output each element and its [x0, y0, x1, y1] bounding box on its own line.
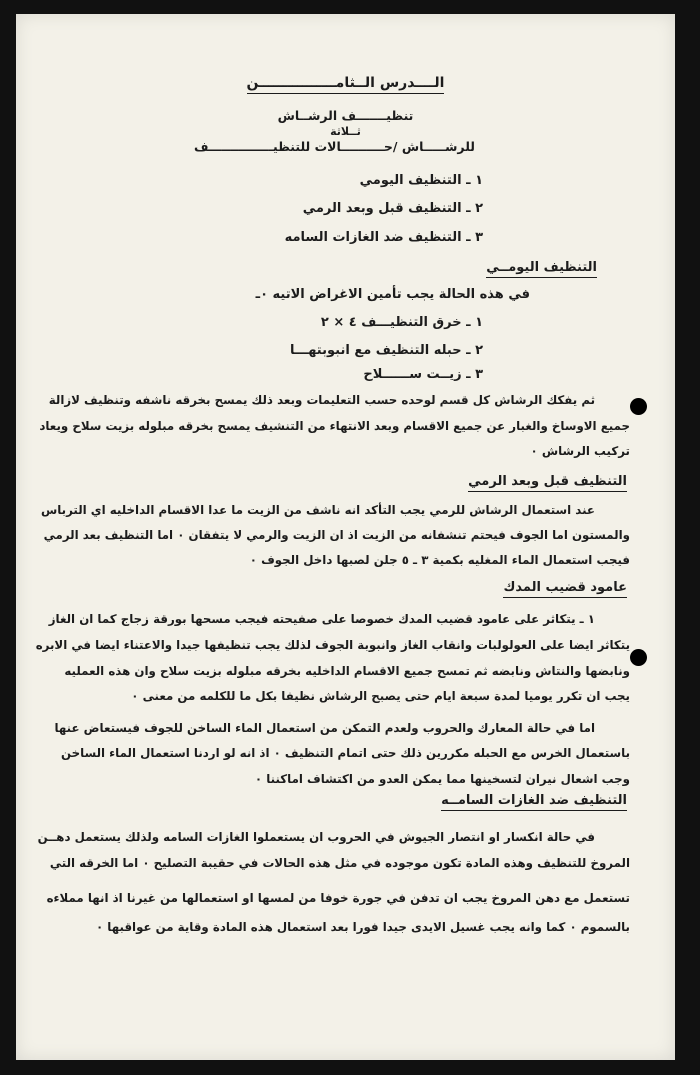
gas-paragraph-line-3: تستعمل مع دهن المروخ يجب ان تدفن في جورة خوفا من لمسها او استعمالها من غيرنا اذ انها مملاءه — [46, 891, 630, 905]
gas-paragraph-line-1: في حالة انكسار او انتصار الجيوش في الحروب ان يستعملوا الغازات السامه ولذلك يستعمل دهــن — [37, 830, 595, 844]
heading-line-1: ثــلاثة — [330, 125, 361, 138]
page-title: الــــدرس الــثامــــــــــــــــن — [247, 74, 445, 94]
daily-item-3: ٣ ـ زيــت ســــــلاح — [363, 367, 483, 382]
rod-paragraph1-line-2: يتكاثر ايضا على العولولبات وانقاب الغاز وانبوبة الجوف لذلك يجب تنظيفها جيدا والاعتناء ايضا في الابره — [35, 638, 630, 652]
rod-paragraph2-line-1: اما في حالة المعارك والحروب ولعدم التمكن من استعمال الماء الساخن للجوف فيستعاض عنها — [54, 721, 595, 735]
rod-paragraph1-line-4: يجب ان تكرر يوميا لمدة سبعة ايام حتى يصبح الرشاش نظيفا بكل ما للكلمه من معنى ٠ — [131, 689, 630, 703]
rod-paragraph2-line-2: باستعمال الخرس مع الحبله مكررين ذلك حتى اتمام التنظيف ٠ اذ انه لو اردنا استعمال الماء الساخن — [61, 746, 630, 760]
section-heading-gas: التنظيف ضد الغازات السامــه — [441, 792, 627, 810]
firing-paragraph-line-3: فيجب استعمال الماء المغليه بكمية ٣ ـ ٥ جلن لصبها داخل الجوف ٠ — [249, 553, 630, 567]
daily-item-2: ٢ ـ حبله التنظيف مع انبوبتهـــا — [290, 343, 483, 358]
document-body — [16, 14, 675, 1060]
section-heading-daily: التنظيف اليومــي — [486, 259, 597, 277]
firing-paragraph-line-1: عند استعمال الرشاش للرمي يجب التأكد انه ناشف من الزيت ما عدا الاقسام الداخليه اي الترباس — [40, 503, 595, 517]
section-heading-rod: عامود قضيب المدك — [503, 579, 627, 597]
heading-line-2: للرشـــــاش /حــــــــــالات للتنظيـــــــــــــــف — [194, 139, 475, 154]
daily-intro: في هذه الحالة يجب تأمين الاغراض الاتيه ٠ـ — [255, 287, 530, 302]
punch-hole-icon — [630, 649, 647, 666]
daily-paragraph-line-3: تركيب الرشاش ٠ — [530, 444, 630, 458]
rod-paragraph1-line-3: ونابضها والنتاش ونابضه ثم تمسح جميع الاقسام الداخليه بخرقه مبلوله بزيت سلاح وان هذه العمليه — [64, 664, 630, 678]
daily-paragraph-line-2: جميع الاوساخ والغبار عن جميع الاقسام وبعد الانتهاء من التنشيف يمسح بخرقه مبلوله بزيت سلاح ويعاد — [39, 419, 630, 433]
daily-item-1: ١ ـ خرق التنظيـــف ٤ × ٢ — [320, 315, 483, 330]
main-list-item-2: ٢ ـ التنظيف قبل وبعد الرمي — [302, 201, 483, 216]
rod-paragraph1-line-1: ١ ـ يتكاثر على عامود قضيب المدك خصوصا على صفيحته فيجب مسحها بورقة زجاج كما ان الغاز — [48, 612, 595, 626]
punch-hole-icon — [630, 398, 647, 415]
rod-paragraph2-line-3: وجب اشعال نيران لتسخينها مما يمكن العدو من اكتشاف اماكننا ٠ — [254, 772, 630, 786]
document-page — [16, 14, 675, 1060]
page-title-wrap — [16, 74, 675, 94]
daily-paragraph-line-1: ثم يفكك الرشاش كل قسم لوحده حسب التعليمات وبعد ذلك يمسح بخرقه ناشفه وتنظيف لازالة — [48, 393, 595, 407]
page-subtitle: تنظيـــــــف الرشــاش — [277, 108, 414, 123]
gas-paragraph-line-4: بالسموم ٠ كما وانه يجب غسيل الايدى جيدا فورا بعد استعمال هذه المادة وقاية من عواقبها ٠ — [95, 920, 630, 934]
main-list-item-3: ٣ ـ التنظيف ضد الغازات السامه — [284, 230, 483, 245]
firing-paragraph-line-2: والمستون اما الجوف فيحتم تنشفانه من الزيت اذ ان الزيت والرمي لا يتفقان ٠ اما التنظيف بعد الرمي — [43, 528, 630, 542]
section-heading-firing: التنظيف قبل وبعد الرمي — [468, 473, 627, 491]
main-list-item-1: ١ ـ التنظيف اليومي — [359, 173, 483, 188]
gas-paragraph-line-2: المروخ للتنظيف وهذه المادة تكون موجوده في مثل هذه الحالات في حقيبة التصليح ٠ اما الخرقه التي — [49, 856, 630, 870]
